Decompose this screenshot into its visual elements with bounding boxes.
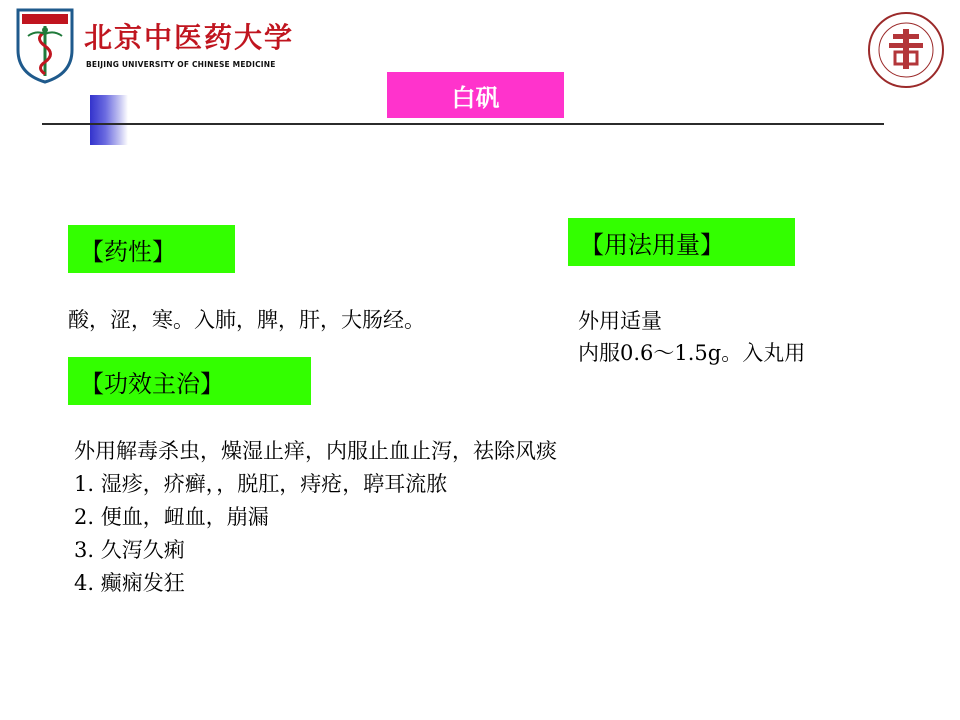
- functions-item: 1. 湿疹，疥癣，，脱肛，痔疮，聤耳流脓: [74, 472, 448, 496]
- decorative-gradient-block: [90, 95, 128, 145]
- university-name: 北京中医药大学: [84, 21, 295, 54]
- university-seal-icon: [866, 10, 946, 90]
- functions-item: 4. 癫痫发狂: [74, 571, 185, 595]
- slide-title: 白矾: [451, 83, 500, 112]
- slide-title-banner: [387, 72, 564, 118]
- header-divider: [42, 123, 884, 125]
- usage-line: 内服0.6～1.5g。入丸用: [578, 341, 806, 365]
- properties-heading: [68, 225, 235, 273]
- functions-list: [74, 435, 557, 600]
- functions-heading-text: 【功效主治】: [80, 369, 224, 398]
- functions-item: 2. 便血，衄血，崩漏: [74, 505, 269, 529]
- usage-heading-text: 【用法用量】: [580, 230, 724, 259]
- properties-text: 酸，涩，寒。入肺，脾，肝，大肠经。: [68, 308, 425, 332]
- functions-item: 3. 久泻久痢: [74, 538, 185, 562]
- caduceus-emblem-icon: [14, 6, 76, 84]
- properties-heading-text: 【药性】: [80, 237, 176, 266]
- functions-summary: 外用解毒杀虫，燥湿止痒，内服止血止泻，祛除风痰: [74, 439, 557, 463]
- functions-heading: [68, 357, 311, 405]
- usage-line: 外用适量: [578, 309, 662, 333]
- usage-heading: [568, 218, 795, 266]
- university-name-english: BEIJING UNIVERSITY OF CHINESE MEDICINE: [86, 60, 276, 69]
